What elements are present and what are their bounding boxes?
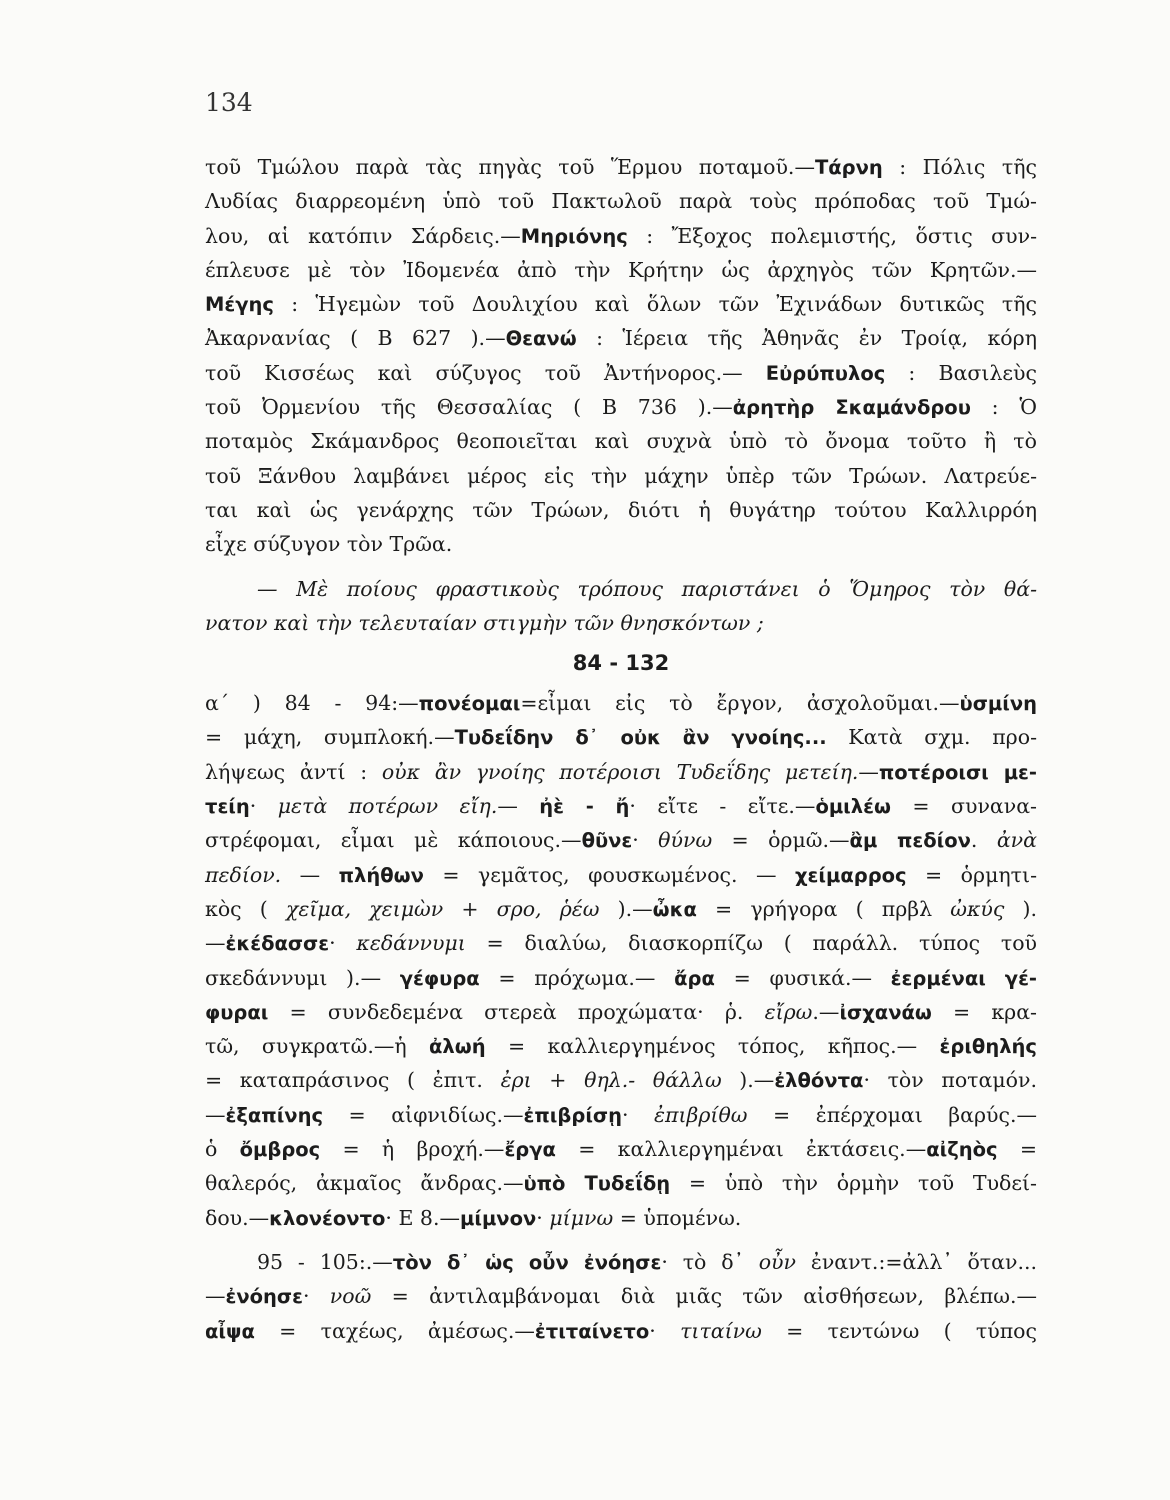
text-segment: = ἀντιλαμβάνομαι διὰ μιᾶς τῶν αἰσθήσεων, βλέπω.— (371, 1284, 1037, 1309)
text-segment: ποταμὸς Σκάμανδρος θεοποιεῖται καὶ συχνὰ ὑπὸ τὸ ὄνομα τοῦτο ἢ τὸ (205, 429, 1037, 454)
text-segment: · Ε 8.— (385, 1205, 460, 1230)
text-segment: = ἡ βροχή.— (320, 1137, 505, 1162)
text-segment: : Ἔξοχος πολεμιστής, ὅστις συν- (627, 223, 1037, 248)
text-line (205, 459, 1037, 493)
text-line (205, 424, 1037, 458)
text-segment: = ἐπέρχομαι βαρύς.— (747, 1102, 1037, 1127)
bold-term: Τυδεΐδην δ᾽ οὐκ ἂν γνοίης... (454, 726, 827, 750)
italic-text: ἐπιβρίθω (654, 1102, 748, 1127)
bold-term: ἐλθόντα (774, 1069, 864, 1093)
text-segment: 95 - 105:.— (257, 1249, 393, 1274)
bold-term: ὑπὸ Τυδεΐδῃ (523, 1172, 671, 1196)
text-segment: Κατὰ σχμ. προ- (826, 725, 1037, 750)
text-line (205, 1063, 1037, 1097)
text-line (205, 1166, 1037, 1200)
question (205, 572, 1037, 641)
italic-text: μίμνω (549, 1205, 614, 1230)
text-segment: : Βασιλεὺς (885, 360, 1037, 385)
text-segment: · (329, 931, 357, 956)
text-segment: σκεδάννυμι ).— (205, 965, 400, 990)
bold-term: αἶψα (205, 1319, 255, 1343)
bold-term: ἠὲ - ἤ (539, 795, 630, 819)
bold-term: θῦνε (581, 829, 633, 853)
text-line (205, 686, 1037, 720)
text-line (205, 995, 1037, 1029)
text-line (205, 961, 1037, 995)
text-segment: στρέφομαι, εἶμαι μὲ κάποιους.— (205, 828, 582, 853)
text-line (205, 184, 1037, 218)
text-segment: = συνανα- (890, 794, 1037, 819)
text-segment: = αἰφνιδίως.— (323, 1102, 524, 1127)
paragraph-1 (205, 150, 1037, 562)
text-segment: · (622, 1102, 655, 1127)
text-line (205, 493, 1037, 527)
bold-term: τὸν δ᾽ ὡς οὖν ἐνόησε (392, 1250, 662, 1274)
page-number: 134 (205, 88, 253, 117)
bold-term: ἀλωή (429, 1035, 486, 1059)
text-segment: τοῦ Κισσέως καὶ σύζυγος τοῦ Ἀντήνορος.— (205, 360, 766, 385)
text-line (205, 1098, 1037, 1132)
bold-term: ἐπιβρίσῃ (523, 1103, 622, 1127)
text-segment: : Ἱέρεια τῆς Ἀθηνᾶς ἐν Τροίᾳ, κόρη (576, 326, 1037, 351)
text-segment: = γεμᾶτος, φουσκωμένος. — (423, 862, 795, 887)
bold-term: αἰζηὸς (926, 1138, 998, 1162)
text-segment: · (649, 1318, 681, 1343)
text-segment: — (205, 1102, 226, 1127)
bold-term: ἐτιταίνετο (534, 1319, 650, 1343)
text-segment: = γρήγορα ( πρβλ (696, 896, 951, 921)
text-segment: = ὑπὸ τὴν ὁρμὴν τοῦ Τυδεί- (670, 1171, 1037, 1196)
bold-term: Τάρνη (814, 156, 883, 179)
italic-text: κεδάννυμι (356, 931, 466, 956)
text-segment: =εἶμαι εἰς τὸ ἔργον, ἀσχολοῦμαι.— (520, 691, 960, 716)
text-segment: κὸς ( (205, 896, 286, 921)
text-segment: = καταπράσινος ( ἐπιτ. (205, 1068, 501, 1093)
text-segment: · (249, 794, 278, 819)
text-segment: = διαλύω, διασκορπίζω ( παράλλ. τύπος τοῦ (465, 931, 1037, 956)
text-segment: = ὁρμητι- (906, 862, 1037, 887)
text-segment: = (997, 1137, 1038, 1162)
text-segment: ).— (721, 1068, 775, 1093)
text-segment: = μάχη, συμπλοκή.— (205, 725, 455, 750)
bold-term: χείμαρρος (794, 863, 907, 887)
text-line (205, 858, 1037, 892)
paragraph-3 (205, 1245, 1037, 1348)
text-line (205, 390, 1037, 424)
italic-text: θύνω (658, 828, 713, 853)
text-segment: = συνδεδεμένα στερεὰ προχώματα· ῥ. (268, 999, 765, 1024)
bold-term: ἐνόησε (225, 1285, 303, 1309)
bold-term: ἀρητὴρ Σκαμάνδρου (732, 396, 971, 420)
paragraph-2 (205, 686, 1037, 1235)
text-segment: = κρα- (931, 999, 1037, 1024)
text-segment: τοῦ Ὀρμενίου τῆς Θεσσαλίας ( Β 736 ).— (205, 395, 733, 420)
italic-text: χεῖμα, χειμὼν + σρο, ῥέω (285, 896, 600, 921)
bold-term: ἄρα (674, 966, 715, 990)
text-line (205, 892, 1037, 926)
text-segment: · τὸ δ᾽ (661, 1249, 759, 1274)
text-line (205, 150, 1037, 184)
bold-term: κλονέοντο (269, 1206, 386, 1230)
italic-text: μετὰ ποτέρων εἴη. (277, 794, 498, 819)
text-segment: .— (812, 999, 840, 1024)
text-line (205, 720, 1037, 754)
text-segment: θαλερός, ἀκμαῖος ἄνδρας.— (205, 1171, 524, 1196)
italic-text: νοῶ (329, 1284, 372, 1309)
bold-term: μίμνον (460, 1206, 537, 1230)
text-line (205, 823, 1037, 857)
bold-term: φυραι (205, 1000, 269, 1024)
text-segment: λου, αἱ κατόπιν Σάρδεις.— (205, 223, 521, 248)
text-segment: = ὑπομένω. (613, 1205, 742, 1230)
text-segment: = ταχέως, ἀμέσως.— (254, 1318, 535, 1343)
text-segment: ). (1004, 896, 1038, 921)
text-line (205, 219, 1037, 253)
text-segment: α΄ ) 84 - 94:— (205, 691, 419, 716)
text-block (205, 150, 1037, 1348)
italic-text: οὖν (758, 1249, 796, 1274)
text-line (205, 926, 1037, 960)
text-segment: ἐναντ.:=ἀλλ᾽ ὅταν... (795, 1249, 1037, 1274)
text-segment: · (632, 828, 659, 853)
text-segment: = ὁρμῶ.— (712, 828, 850, 853)
italic-text: ὠκύς (950, 896, 1005, 921)
bold-term: Μέγης (205, 293, 274, 317)
bold-term: Εὐρύπυλος (765, 361, 886, 385)
text-segment: = τεντώνω ( τύπος (761, 1318, 1037, 1343)
text-line (205, 789, 1037, 823)
text-line (205, 1201, 1037, 1235)
text-line (205, 253, 1037, 287)
text-line (205, 606, 1037, 640)
text-segment: · τὸν ποταμόν. (863, 1068, 1037, 1093)
bold-term: ὁμιλέω (815, 795, 891, 819)
text-segment: · (302, 1284, 330, 1309)
bold-term: ἐκέδασσε (225, 932, 330, 956)
bold-term: ἐερμέναι γέ- (890, 966, 1038, 990)
text-segment: — (858, 759, 879, 784)
bold-term: πλήθων (338, 863, 424, 887)
bold-term: ἰσχανάω (839, 1000, 932, 1024)
text-segment: τοῦ Ξάνθου λαμβάνει μέρος εἰς τὴν μάχην ὑπὲρ τῶν Τρώων. Λατρεύε- (205, 463, 1037, 488)
italic-text: τιταίνω (680, 1318, 762, 1343)
bold-term: ἂμ πεδίον (849, 829, 971, 853)
text-segment: — (281, 862, 339, 887)
text-line (205, 527, 1037, 561)
bold-term: Μηριόνης (520, 224, 628, 248)
text-segment: Λυδίας διαρρεομένη ὑπὸ τοῦ Πακτωλοῦ παρὰ τοὺς πρόποδας τοῦ Τμώ- (205, 189, 1037, 214)
text-segment: — (205, 1284, 226, 1309)
bold-term: ἐξαπίνης (225, 1103, 324, 1127)
bold-term: πονέομαι (418, 692, 521, 716)
bold-term: ἔργα (504, 1138, 556, 1162)
italic-text: εἴρω (764, 999, 813, 1024)
italic-text: πεδίον. (205, 862, 282, 887)
section-heading: 84 - 132 (572, 651, 670, 676)
italic-text: νατον καὶ τὴν τελευταίαν στιγμὴν τῶν θνησκόντων ; (205, 610, 764, 635)
text-segment: Ἀκαρνανίας ( Β 627 ).— (205, 326, 506, 351)
text-line (205, 1132, 1037, 1166)
text-line (205, 1245, 1037, 1279)
text-segment: — (497, 794, 540, 819)
text-line (205, 356, 1037, 390)
text-segment: — (205, 931, 226, 956)
text-segment: ).— (599, 896, 653, 921)
bold-term: ἐριθηλής (939, 1035, 1037, 1059)
bold-term: ὑσμίνη (959, 692, 1037, 716)
italic-text: ἀνὰ (996, 828, 1037, 853)
bold-term: τείη (205, 795, 250, 819)
text-segment: : Ὁ (970, 395, 1037, 420)
text-line (205, 572, 1037, 606)
text-segment: ὁ (205, 1137, 240, 1162)
text-segment: έπλευσε μὲ τὸν Ἰδομενέα ἀπὸ τὴν Κρήτην ὡς ἀρχηγὸς τῶν Κρητῶν.— (205, 257, 1037, 282)
italic-text: ἐρι + θηλ.- θάλλω (500, 1068, 722, 1093)
text-segment: τοῦ Τμώλου παρὰ τὰς πηγὰς τοῦ Ἕρμου ποταμοῦ.— (205, 155, 815, 179)
text-line (205, 321, 1037, 355)
text-segment: δου.— (205, 1205, 270, 1230)
text-line (205, 1314, 1037, 1348)
text-line (205, 287, 1037, 321)
text-segment: · (536, 1205, 550, 1230)
text-segment: = πρόχωμα.— (479, 965, 675, 990)
text-segment: ται καὶ ὡς γενάρχης τῶν Τρώων, διότι ἡ θυγάτηρ τούτου Καλλιρρόη (205, 497, 1037, 522)
italic-text: — Μὲ ποίους φραστικοὺς τρόπους παριστάνει ὁ Ὅμηρος τὸν θά- (257, 576, 1037, 601)
italic-text: οὐκ ἂν γνοίης ποτέροισι Τυδεΐδης μετείη. (381, 759, 859, 784)
text-segment: · εἴτε - εἴτε.— (629, 794, 816, 819)
bold-term: ποτέροισι με- (878, 760, 1037, 784)
text-segment: εἶχε σύζυγον τὸν Τρῶα. (205, 532, 453, 557)
text-segment: τῶ, συγκρατῶ.—ἡ (205, 1034, 430, 1059)
text-segment: λήψεως ἀντί : (205, 759, 382, 784)
bold-term: Θεανώ (505, 327, 577, 351)
bold-term: ὄμβρος (239, 1138, 321, 1162)
bold-term: γέφυρα (399, 966, 480, 990)
text-line (205, 1029, 1037, 1063)
text-segment: . (970, 828, 997, 853)
text-line (205, 755, 1037, 789)
bold-term: ὦκα (652, 897, 697, 921)
text-segment: = καλλιεργημένος τόπος, κῆπος.— (485, 1034, 940, 1059)
text-line (205, 1279, 1037, 1313)
text-segment: : Ἡγεμὼν τοῦ Δουλιχίου καὶ ὅλων τῶν Ἐχινάδων δυτικῶς τῆς (273, 292, 1037, 317)
text-segment: : Πόλις τῆς (882, 155, 1037, 179)
text-segment: = καλλιεργημέναι ἐκτάσεις.— (555, 1137, 927, 1162)
text-segment: = φυσικά.— (714, 965, 891, 990)
